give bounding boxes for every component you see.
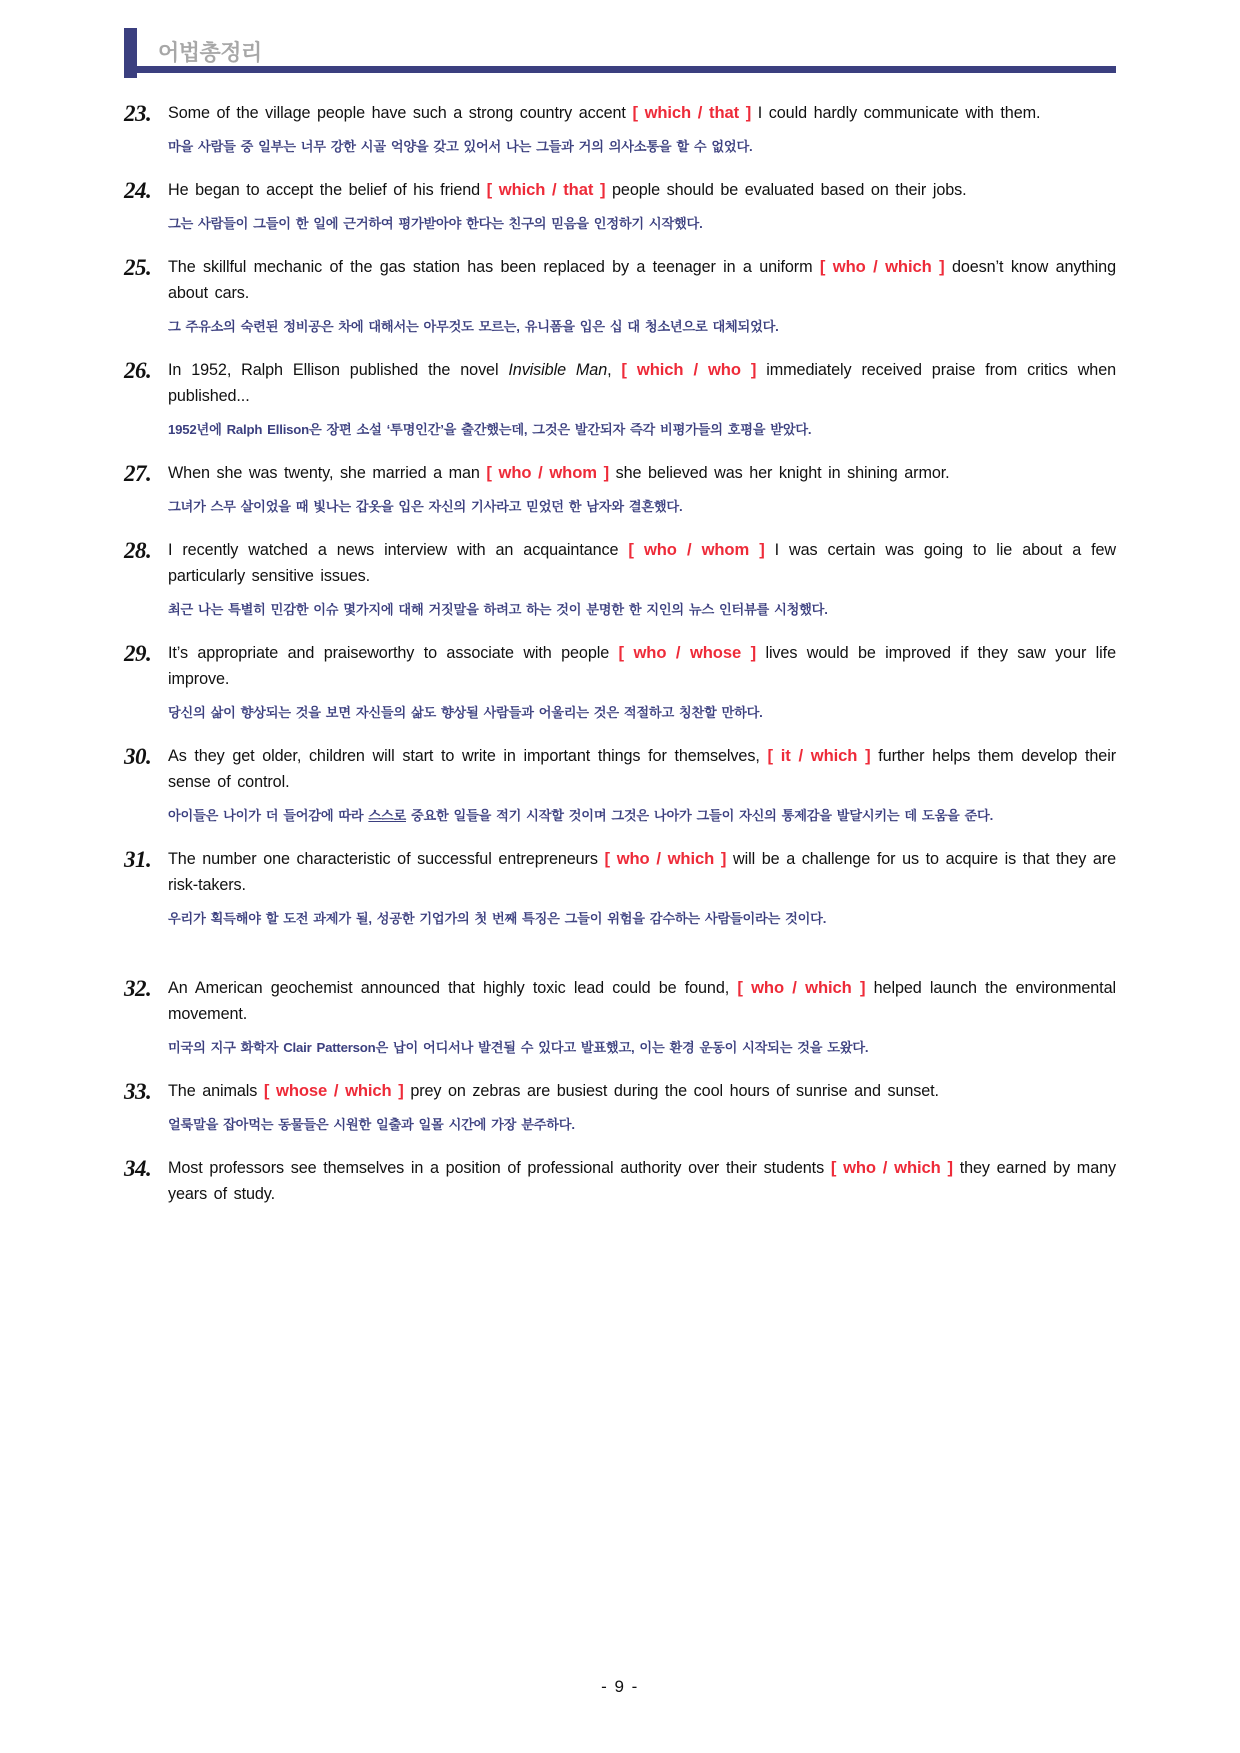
question-item: [124, 1155, 1116, 1207]
question-number: 27.: [124, 461, 152, 486]
answer-choice-bracket[interactable]: [ who / which ]: [737, 978, 866, 997]
question-text-pre: He began to accept the belief of his friend: [168, 181, 487, 199]
question-english: [168, 1078, 1116, 1104]
korean-text-post: 중요한 일들을 적기 시작할 것이며 그것은 나아가 그들이 자신의 통제감을 발달시키는 데 도움을 준다.: [406, 808, 994, 823]
question-item: [124, 743, 1116, 825]
question-korean: 그는 사람들이 그들이 한 일에 근거하여 평가받아야 한다는 친구의 믿음을 인정하기 시작했다.: [168, 216, 703, 231]
korean-text-pre: 아이들은 나이가 더 들어감에 따라: [168, 808, 369, 823]
question-text-pre: The animals: [168, 1082, 264, 1100]
question-text-pre: When she was twenty, she married a man: [168, 464, 487, 482]
question-text-post: she believed was her knight in shining armor.: [609, 464, 950, 482]
answer-choice-bracket[interactable]: [ who / whom ]: [486, 463, 610, 482]
question-text-post: helped launch the environmental movement.: [168, 979, 1116, 1023]
question-number: 28.: [124, 538, 152, 563]
answer-choice-bracket[interactable]: [ who / which ]: [830, 1158, 953, 1177]
question-list: [0, 78, 1240, 1207]
question-english: [168, 357, 1116, 409]
question-number: 25.: [124, 255, 152, 280]
question-korean: 그 주유소의 숙련된 정비공은 차에 대해서는 아무것도 모르는, 유니폼을 입은 십 대 청소년으로 대체되었다.: [168, 319, 779, 334]
page-title: 어법총정리: [158, 40, 262, 65]
question-text-pre: The skillful mechanic of the gas station has been replaced by a teenager in a uniform: [168, 258, 820, 276]
question-number: 26.: [124, 358, 152, 383]
question-korean: 그녀가 스무 살이었을 때 빛나는 갑옷을 입은 자신의 기사라고 믿었던 한 남자와 결혼했다.: [168, 499, 683, 514]
question-english: [168, 100, 1116, 126]
question-item: [124, 177, 1116, 233]
korean-text-underlined: 스스로: [368, 808, 406, 823]
question-number: 33.: [124, 1079, 152, 1104]
answer-choice-bracket[interactable]: [ which / that ]: [486, 180, 606, 199]
answer-choice-bracket[interactable]: [ who / whom ]: [628, 540, 765, 559]
answer-choice-bracket[interactable]: [ who / whose ]: [618, 643, 757, 662]
question-korean: 최근 나는 특별히 민감한 이슈 몇가지에 대해 거짓말을 하려고 하는 것이 분명한 한 지인의 뉴스 인터뷰를 시청했다.: [168, 602, 828, 617]
question-text-pre: An American geochemist announced that highly toxic lead could be found,: [168, 979, 738, 997]
question-number: 23.: [124, 101, 152, 126]
answer-choice-bracket[interactable]: [ whose / which ]: [263, 1081, 404, 1100]
question-english: [168, 975, 1116, 1027]
question-text-post: will be a challenge for us to acquire is that they are risk-takers.: [168, 850, 1116, 894]
question-text-post: people should be evaluated based on their jobs.: [605, 181, 967, 199]
question-item: [124, 460, 1116, 516]
question-text-pre: In 1952, Ralph Ellison published the novel: [168, 361, 509, 379]
question-number: 31.: [124, 847, 152, 872]
answer-choice-bracket[interactable]: [ which / who ]: [621, 360, 757, 379]
question-text-pre: As they get older, children will start to write in important things for themselves,: [168, 747, 768, 765]
answer-choice-bracket[interactable]: [ who / which ]: [604, 849, 727, 868]
answer-choice-bracket[interactable]: [ who / which ]: [819, 257, 945, 276]
question-korean: [168, 806, 1116, 825]
question-item: [124, 537, 1116, 619]
question-text-post: immediately received praise from critics when published...: [168, 361, 1116, 405]
question-item: [124, 640, 1116, 722]
question-text-pre: The number one characteristic of successful entrepreneurs: [168, 850, 605, 868]
question-korean: 미국의 지구 화학자 Clair Patterson은 납이 어디서나 발견될 수 있다고 발표했고, 이는 환경 운동이 시작되는 것을 도왔다.: [168, 1040, 869, 1055]
question-korean: 마을 사람들 중 일부는 너무 강한 시골 억양을 갖고 있어서 나는 그들과 거의 의사소통을 할 수 없었다.: [168, 139, 753, 154]
question-text-post: they earned by many years of study.: [168, 1159, 1116, 1203]
question-number: 30.: [124, 744, 152, 769]
answer-choice-bracket[interactable]: [ which / that ]: [632, 103, 752, 122]
question-english: [168, 254, 1116, 306]
question-english: [168, 1155, 1116, 1207]
page-header: [0, 0, 1240, 78]
question-text-post: doesn’t know anything about cars.: [168, 258, 1116, 302]
question-text-post: I was certain was going to lie about a few particularly sensitive issues.: [168, 541, 1116, 585]
header-divider: [124, 66, 1116, 73]
question-text-post: lives would be improved if they saw your life improve.: [168, 644, 1116, 688]
question-number: 34.: [124, 1156, 152, 1181]
question-text-post: further helps them develop their sense of control.: [168, 747, 1116, 791]
question-item: [124, 100, 1116, 156]
question-item: [124, 846, 1116, 928]
question-text-pre: It’s appropriate and praiseworthy to associate with people: [168, 644, 619, 662]
question-text-post: prey on zebras are busiest during the cool hours of sunrise and sunset.: [403, 1082, 939, 1100]
question-english: [168, 743, 1116, 795]
question-text-pre: Some of the village people have such a strong country accent: [168, 104, 633, 122]
question-text-pre: Most professors see themselves in a position of professional authority over their students: [168, 1159, 831, 1177]
question-english: [168, 537, 1116, 589]
question-item: [124, 1078, 1116, 1134]
question-korean: 우리가 획득해야 할 도전 과제가 될, 성공한 기업가의 첫 번째 특징은 그들이 위험을 감수하는 사람들이라는 것이다.: [168, 911, 827, 926]
question-english: [168, 460, 1116, 486]
question-item: [124, 357, 1116, 439]
section-spacer: [124, 949, 1116, 975]
question-korean: 얼룩말을 잡아먹는 동물들은 시원한 일출과 일몰 시간에 가장 분주하다.: [168, 1117, 575, 1132]
question-text-pre: I recently watched a news interview with an acquaintance: [168, 541, 629, 559]
question-text-post: I could hardly communicate with them.: [751, 104, 1041, 122]
question-text-mid: ,: [607, 361, 622, 379]
question-korean: 당신의 삶이 향상되는 것을 보면 자신들의 삶도 향상될 사람들과 어울리는 것은 적절하고 칭찬할 만하다.: [168, 705, 763, 720]
question-english: [168, 177, 1116, 203]
question-english: [168, 846, 1116, 898]
question-number: 29.: [124, 641, 152, 666]
question-number: 24.: [124, 178, 152, 203]
question-english: [168, 640, 1116, 692]
question-korean: 1952년에 Ralph Ellison은 장편 소설 ‘투명인간’을 출간했는데, 그것은 발간되자 즉각 비평가들의 호평을 받았다.: [168, 422, 812, 437]
question-number: 32.: [124, 976, 152, 1001]
page-footer: - 9 -: [601, 1677, 639, 1696]
book-title: Invisible Man: [508, 361, 608, 379]
question-item: [124, 975, 1116, 1057]
question-item: [124, 254, 1116, 336]
answer-choice-bracket[interactable]: [ it / which ]: [767, 746, 871, 765]
